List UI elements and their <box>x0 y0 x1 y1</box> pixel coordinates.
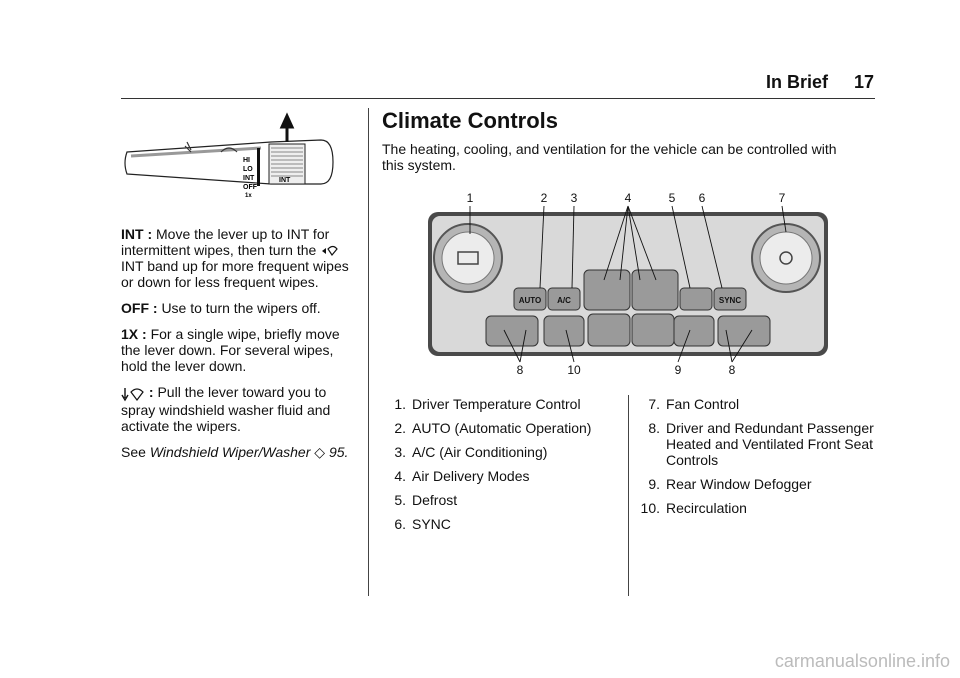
list-item: 9. Rear Window Defogger <box>648 476 812 492</box>
off-paragraph <box>121 300 361 316</box>
washer-icon <box>121 386 145 402</box>
int-paragraph <box>121 226 361 290</box>
onex-text: For a single wipe, briefly move the lever down. For several wipes, hold the lever down. <box>121 326 340 375</box>
wiper-label-int: INT <box>243 175 255 182</box>
climate-control-panel-illustration <box>426 188 830 378</box>
watermark: carmanualsonline.info <box>774 651 950 671</box>
column-divider-left <box>368 108 369 596</box>
see-prefix: See <box>121 443 146 460</box>
auto-button-label: AUTO <box>518 296 542 305</box>
column-divider-right <box>628 395 629 596</box>
sync-button-label: SYNC <box>718 296 742 305</box>
see-paragraph <box>121 444 361 460</box>
wiper-instructions <box>121 226 361 470</box>
section-heading: Climate Controls <box>382 108 559 133</box>
section-title: In Brief <box>765 72 828 92</box>
off-term: OFF : <box>121 300 158 317</box>
see-reference: Windshield Wiper/Washer <box>149 443 311 460</box>
page-header <box>740 72 874 93</box>
int-text-1: Move the lever up to INT for intermittent wipes, then turn the <box>121 226 330 258</box>
climate-intro: The heating, cooling, and ventilation for the vehicle can be controlled with this system. <box>382 141 837 173</box>
list-item: 8. Driver and Redundant Passenger Heated and Ventilated Front Seat Controls <box>648 420 874 468</box>
callout-7: 7 <box>778 191 786 205</box>
wiper-band-icon <box>320 244 338 258</box>
callout-4: 4 <box>624 191 632 205</box>
int-text-2: INT band up for more frequent wipes or down for less frequent wipes. <box>121 258 349 291</box>
washer-term: : <box>148 384 154 401</box>
wiper-label-band-int: INT <box>279 177 291 184</box>
callout-1: 1 <box>466 191 474 205</box>
wiper-label-lo: LO <box>243 166 253 173</box>
washer-text: Pull the lever toward you to spray windshield washer fluid and activate the wipers. <box>121 384 331 434</box>
onex-term: 1X : <box>121 326 147 343</box>
list-item: 4. Air Delivery Modes <box>394 468 530 484</box>
wiper-label-1x: 1x <box>245 193 252 199</box>
callout-6: 6 <box>698 191 706 205</box>
climate-list-right <box>636 396 878 524</box>
list-item: 2. AUTO (Automatic Operation) <box>394 420 592 436</box>
int-term: INT : <box>121 226 153 242</box>
climate-list-left <box>382 396 624 540</box>
washer-paragraph <box>121 384 361 433</box>
off-text: Use to turn the wipers off. <box>161 300 321 317</box>
callout-5: 5 <box>668 191 676 205</box>
list-item: 5. Defrost <box>394 492 458 508</box>
page-number: 17 <box>853 72 874 92</box>
list-item: 3. A/C (Air Conditioning) <box>394 444 548 460</box>
see-page: 95. <box>328 443 349 460</box>
onex-paragraph <box>121 326 361 374</box>
callout-2: 2 <box>540 191 548 205</box>
callout-8b: 8 <box>728 363 736 377</box>
wiper-label-hi: HI <box>243 157 250 164</box>
list-item: 7. Fan Control <box>648 396 740 412</box>
list-item: 10. Recirculation <box>640 500 747 516</box>
callout-9: 9 <box>674 363 682 377</box>
wiper-label-off: OFF <box>243 184 257 191</box>
list-item: 1. Driver Temperature Control <box>394 396 581 412</box>
callout-3: 3 <box>570 191 578 205</box>
list-item: 6. SYNC <box>394 516 451 532</box>
header-rule <box>121 98 875 99</box>
wiper-lever-illustration <box>121 112 335 210</box>
ac-button-label: A/C <box>557 296 571 305</box>
callout-8a: 8 <box>516 363 524 377</box>
page-ref-icon: ◇ <box>314 443 326 460</box>
callout-10: 10 <box>567 363 581 377</box>
